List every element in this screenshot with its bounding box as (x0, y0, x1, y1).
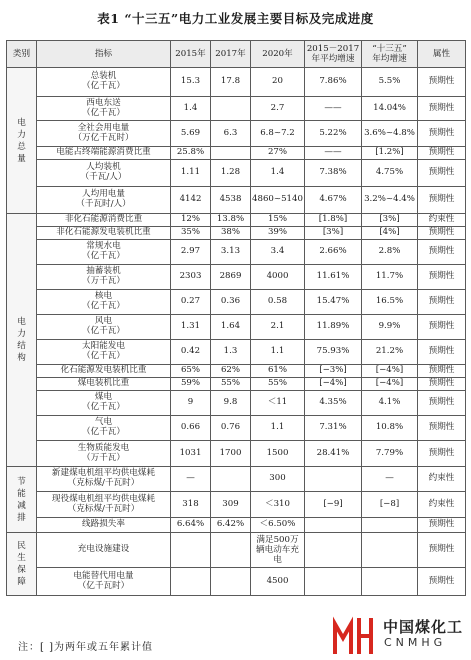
header-2017: 2017年 (211, 41, 251, 68)
header-plan-growth (362, 41, 418, 68)
indicator-name: 生物质能发电 (77, 442, 130, 453)
indicator-cell (37, 160, 171, 187)
attribute: 预期性 (418, 518, 466, 533)
power-targets-table (6, 40, 466, 596)
value-2020: ＜310 (251, 492, 305, 518)
footnote: 注：[ ]为两年或五年累计值 (18, 642, 153, 653)
table-row (7, 391, 466, 416)
value-2020: 61% (251, 365, 305, 378)
plan-avg-growth: 16.5% (362, 290, 418, 315)
plan-avg-growth: [1.2%] (362, 147, 418, 160)
table-row (7, 147, 466, 160)
value-2020: 39% (251, 227, 305, 240)
value-2020: 2.7 (251, 97, 305, 121)
value-2015: 0.66 (171, 416, 211, 441)
value-2015 (171, 533, 211, 568)
value-2020: 满足500万辆电动车充电 (251, 533, 305, 568)
value-2015: 2303 (171, 265, 211, 290)
header-row (7, 41, 466, 68)
avg-growth-2015-2017: 75.93% (305, 340, 362, 365)
value-2017 (211, 533, 251, 568)
attribute: 预期性 (418, 378, 466, 391)
table-row (7, 214, 466, 227)
indicator-cell (37, 315, 171, 340)
value-2015: 0.27 (171, 290, 211, 315)
attribute: 预期性 (418, 147, 466, 160)
table-row (7, 378, 466, 391)
header-avg-growth (305, 41, 362, 68)
plan-avg-growth: 3.2%~4.4% (362, 187, 418, 214)
attribute: 预期性 (418, 121, 466, 147)
logo-en-text: CNMHG (384, 636, 447, 649)
table-row (7, 160, 466, 187)
value-2017 (211, 147, 251, 160)
indicator-name: 现役煤电机组平均供电煤耗 (51, 493, 156, 504)
attribute: 预期性 (418, 265, 466, 290)
table-row (7, 187, 466, 214)
value-2020: 1.1 (251, 416, 305, 441)
indicator-cell (37, 290, 171, 315)
indicator-name: 西电东送 (86, 97, 121, 108)
value-2020: 15% (251, 214, 305, 227)
indicator-unit: （万千瓦） (82, 276, 125, 286)
header-avg-growth-line1: 2015－2017 (306, 44, 360, 54)
avg-growth-2015-2017: 11.61% (305, 265, 362, 290)
indicator-name: 非化石能源发电装机比重 (56, 227, 151, 238)
avg-growth-2015-2017 (305, 467, 362, 492)
plan-avg-growth: — (362, 467, 418, 492)
indicator-unit: （千瓦时/人） (76, 199, 131, 209)
avg-growth-2015-2017 (305, 533, 362, 568)
value-2020: ＜11 (251, 391, 305, 416)
category-livelihood: 民生保障 (7, 533, 37, 596)
plan-avg-growth (362, 533, 418, 568)
header-plan-growth-line1: “十三五” (372, 44, 407, 54)
value-2020: ＜6.50% (251, 518, 305, 533)
table-title: 表1 “十三五”电力工业发展主要目标及完成进度 (97, 11, 374, 26)
plan-avg-growth: 2.8% (362, 240, 418, 265)
value-2015: 1.11 (171, 160, 211, 187)
value-2015 (171, 568, 211, 596)
indicator-name: 人均用电量 (82, 189, 125, 200)
indicator-unit: （亿千瓦时） (77, 580, 130, 591)
plan-avg-growth: 4.75% (362, 160, 418, 187)
indicator-name: 总装机 (90, 71, 117, 82)
value-2020: 0.58 (251, 290, 305, 315)
avg-growth-2015-2017: 11.89% (305, 315, 362, 340)
table-row (7, 290, 466, 315)
attribute: 预期性 (418, 533, 466, 568)
value-2015: 9 (171, 391, 211, 416)
indicator-name: 常规水电 (86, 241, 121, 252)
value-2017: 6.42% (211, 518, 251, 533)
indicator-name: 充电设施建设 (77, 544, 130, 555)
value-2015: 6.64% (171, 518, 211, 533)
indicator-unit: （亿千瓦） (82, 301, 125, 311)
table-row (7, 416, 466, 441)
header-avg-growth-line2: 年平均增速 (311, 54, 355, 64)
indicator-cell (37, 147, 171, 160)
avg-growth-2015-2017: —— (305, 97, 362, 121)
category-power-total: 电力总量 (7, 68, 37, 214)
indicator-cell (37, 441, 171, 467)
indicator-cell (37, 492, 171, 518)
value-2015: 35% (171, 227, 211, 240)
attribute: 预期性 (418, 290, 466, 315)
avg-growth-2015-2017: 28.41% (305, 441, 362, 467)
value-2015: 5.69 (171, 121, 211, 147)
value-2017: 1700 (211, 441, 251, 467)
avg-growth-2015-2017: [−3%] (305, 365, 362, 378)
header-2020: 2020年 (251, 41, 305, 68)
value-2020: 1.4 (251, 160, 305, 187)
value-2015: 318 (171, 492, 211, 518)
plan-avg-growth: 3.6%~4.8% (362, 121, 418, 147)
indicator-cell (37, 391, 171, 416)
value-2017: 17.8 (211, 68, 251, 97)
indicator-cell (37, 214, 171, 227)
attribute: 约束性 (418, 214, 466, 227)
indicator-name: 新建煤电机组平均供电煤耗 (51, 468, 156, 479)
plan-avg-growth: 11.7% (362, 265, 418, 290)
value-2017: 1.64 (211, 315, 251, 340)
value-2020: 3.4 (251, 240, 305, 265)
indicator-cell (37, 416, 171, 441)
value-2015: 12% (171, 214, 211, 227)
header-attribute: 属性 (418, 41, 466, 68)
value-2017: 55% (211, 378, 251, 391)
value-2017: 9.8 (211, 391, 251, 416)
indicator-name: 线路损失率 (82, 519, 125, 530)
table-row (7, 365, 466, 378)
indicator-name: 气电 (94, 417, 113, 428)
value-2017 (211, 467, 251, 492)
avg-growth-2015-2017: 5.22% (305, 121, 362, 147)
value-2020: 55% (251, 378, 305, 391)
value-2015: 25.8% (171, 147, 211, 160)
avg-growth-2015-2017: [1.8%] (305, 214, 362, 227)
value-2015: 65% (171, 365, 211, 378)
value-2017: 2869 (211, 265, 251, 290)
avg-growth-2015-2017: [−4%] (305, 378, 362, 391)
attribute: 预期性 (418, 227, 466, 240)
indicator-name: 电能占终端能源消费比重 (56, 147, 151, 158)
table-row (7, 568, 466, 596)
indicator-name: 煤电装机比重 (77, 378, 130, 389)
attribute: 预期性 (418, 340, 466, 365)
table-row (7, 492, 466, 518)
value-2017: 6.3 (211, 121, 251, 147)
value-2020: 1.1 (251, 340, 305, 365)
indicator-unit: （千瓦/人） (80, 172, 127, 182)
indicator-cell (37, 97, 171, 121)
table-row (7, 68, 466, 97)
plan-avg-growth: 5.5% (362, 68, 418, 97)
value-2020: 20 (251, 68, 305, 97)
table-row (7, 518, 466, 533)
table-row (7, 315, 466, 340)
avg-growth-2015-2017 (305, 568, 362, 596)
attribute: 预期性 (418, 160, 466, 187)
table-row (7, 97, 466, 121)
indicator-unit: （万亿千瓦时） (73, 132, 134, 143)
avg-growth-2015-2017: 4.35% (305, 391, 362, 416)
indicator-cell (37, 265, 171, 290)
attribute: 预期性 (418, 187, 466, 214)
avg-growth-2015-2017: [−9] (305, 492, 362, 518)
value-2015: 59% (171, 378, 211, 391)
indicator-name: 太阳能发电 (82, 341, 125, 352)
indicator-unit: （亿千瓦） (82, 351, 125, 361)
indicator-unit: （亿千瓦） (82, 427, 125, 437)
value-2017: 62% (211, 365, 251, 378)
value-2015: — (171, 467, 211, 492)
value-2017: 13.8% (211, 214, 251, 227)
value-2015: 1.4 (171, 97, 211, 121)
indicator-name: 抽蓄装机 (86, 266, 121, 277)
table-row (7, 121, 466, 147)
attribute: 约束性 (418, 492, 466, 518)
value-2015: 15.3 (171, 68, 211, 97)
value-2015: 1031 (171, 441, 211, 467)
indicator-unit: （亿千瓦） (82, 402, 125, 412)
indicator-cell (37, 518, 171, 533)
indicator-unit: （克标煤/千瓦时） (67, 478, 140, 488)
header-category: 类别 (7, 41, 37, 68)
value-2020: 4500 (251, 568, 305, 596)
avg-growth-2015-2017: 7.38% (305, 160, 362, 187)
table-row (7, 441, 466, 467)
indicator-unit: （万千瓦） (82, 452, 125, 463)
attribute: 约束性 (418, 467, 466, 492)
indicator-name: 全社会用电量 (77, 122, 130, 133)
indicator-cell (37, 365, 171, 378)
indicator-unit: （亿千瓦） (82, 81, 125, 91)
attribute: 预期性 (418, 365, 466, 378)
value-2015: 2.97 (171, 240, 211, 265)
value-2017: 3.13 (211, 240, 251, 265)
value-2017 (211, 97, 251, 121)
value-2015: 0.42 (171, 340, 211, 365)
logo-cn-text: 中国煤化工 (383, 618, 464, 636)
value-2017: 1.3 (211, 340, 251, 365)
category-power-structure: 电力结构 (7, 214, 37, 467)
avg-growth-2015-2017: 4.67% (305, 187, 362, 214)
header-indicator: 指标 (37, 41, 171, 68)
indicator-name: 人均装机 (86, 162, 121, 173)
indicator-unit: （克标煤/千瓦时） (67, 503, 140, 514)
attribute: 预期性 (418, 97, 466, 121)
value-2017: 38% (211, 227, 251, 240)
plan-avg-growth (362, 518, 418, 533)
indicator-name: 电能替代用电量 (73, 570, 134, 581)
avg-growth-2015-2017: —— (305, 147, 362, 160)
plan-avg-growth: [4%] (362, 227, 418, 240)
indicator-name: 煤电 (94, 392, 113, 403)
indicator-cell (37, 121, 171, 147)
table-row (7, 340, 466, 365)
avg-growth-2015-2017 (305, 518, 362, 533)
plan-avg-growth: 10.8% (362, 416, 418, 441)
value-2020: 6.8~7.2 (251, 121, 305, 147)
attribute: 预期性 (418, 315, 466, 340)
indicator-cell (37, 227, 171, 240)
plan-avg-growth: [−4%] (362, 365, 418, 378)
value-2017: 4538 (211, 187, 251, 214)
indicator-cell (37, 187, 171, 214)
plan-avg-growth: 9.9% (362, 315, 418, 340)
avg-growth-2015-2017: [3%] (305, 227, 362, 240)
value-2017: 309 (211, 492, 251, 518)
value-2020: 4860~5140 (251, 187, 305, 214)
indicator-name: 核电 (94, 291, 113, 302)
value-2020: 2.1 (251, 315, 305, 340)
value-2020: 27% (251, 147, 305, 160)
plan-avg-growth (362, 568, 418, 596)
indicator-unit: （亿千瓦） (82, 251, 125, 261)
category-energy-saving: 节能减排 (7, 467, 37, 533)
value-2017: 0.36 (211, 290, 251, 315)
value-2017: 0.76 (211, 416, 251, 441)
plan-avg-growth: 14.04% (362, 97, 418, 121)
plan-avg-growth: 21.2% (362, 340, 418, 365)
table-row (7, 240, 466, 265)
indicator-unit: （亿千瓦） (82, 326, 125, 336)
avg-growth-2015-2017: 15.47% (305, 290, 362, 315)
value-2020: 1500 (251, 441, 305, 467)
attribute: 预期性 (418, 391, 466, 416)
value-2020: 300 (251, 467, 305, 492)
plan-avg-growth: [3%] (362, 214, 418, 227)
attribute: 预期性 (418, 416, 466, 441)
indicator-cell (37, 340, 171, 365)
avg-growth-2015-2017: 2.66% (305, 240, 362, 265)
avg-growth-2015-2017: 7.31% (305, 416, 362, 441)
value-2017 (211, 568, 251, 596)
header-2015: 2015年 (171, 41, 211, 68)
value-2015: 1.31 (171, 315, 211, 340)
plan-avg-growth: 4.1% (362, 391, 418, 416)
plan-avg-growth: [−8] (362, 492, 418, 518)
indicator-cell (37, 68, 171, 97)
indicator-name: 风电 (94, 316, 113, 327)
cnmhg-logo (331, 616, 463, 656)
table-row (7, 227, 466, 240)
plan-avg-growth: [−4%] (362, 378, 418, 391)
indicator-cell (37, 568, 171, 596)
avg-growth-2015-2017: 7.86% (305, 68, 362, 97)
table-row (7, 265, 466, 290)
indicator-cell (37, 533, 171, 568)
value-2020: 4000 (251, 265, 305, 290)
header-plan-growth-line2: 年均增速 (372, 54, 407, 64)
indicator-cell (37, 378, 171, 391)
indicator-name: 非化石能源消费比重 (64, 214, 143, 225)
logo-mark-icon (331, 616, 377, 656)
value-2015: 4142 (171, 187, 211, 214)
attribute: 预期性 (418, 441, 466, 467)
indicator-unit: （亿千瓦） (82, 107, 125, 118)
table-row (7, 467, 466, 492)
plan-avg-growth: 7.79% (362, 441, 418, 467)
attribute: 预期性 (418, 568, 466, 596)
attribute: 预期性 (418, 68, 466, 97)
table-row (7, 533, 466, 568)
attribute: 预期性 (418, 240, 466, 265)
indicator-cell (37, 240, 171, 265)
indicator-name: 化石能源发电装机比重 (60, 365, 147, 376)
value-2017: 1.28 (211, 160, 251, 187)
indicator-cell (37, 467, 171, 492)
